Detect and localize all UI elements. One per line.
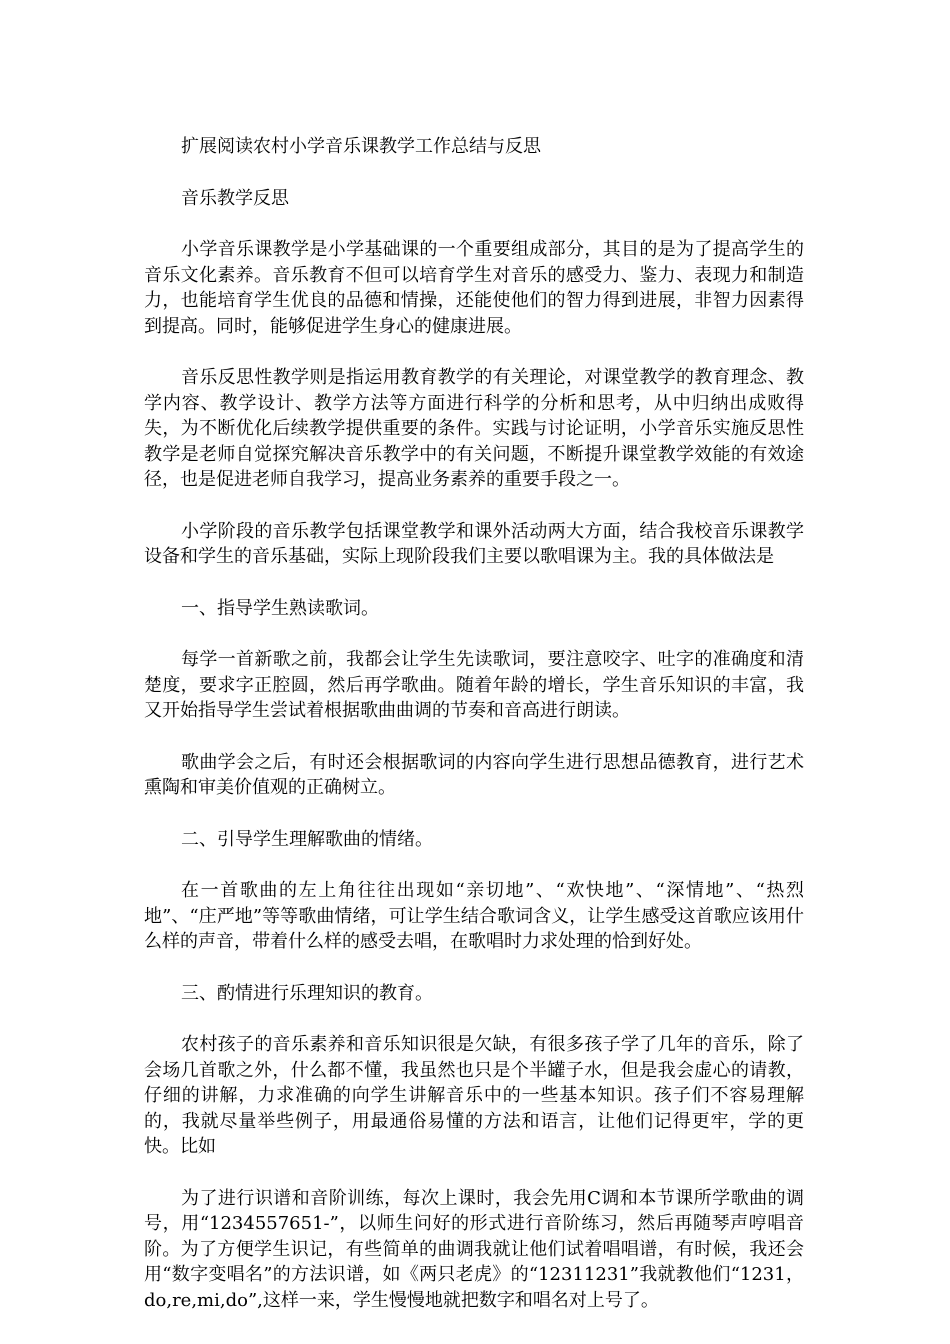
document-body <box>144 134 804 1339</box>
paragraph: 农村孩子的音乐素养和音乐知识很是欠缺，有很多孩子学了几年的音乐，除了会场几首歌之外，什么都不懂，我虽然也只是个半罐子水，但是我会虚心的请教，仔细的讲解，力求准确的向学生讲解音乐中的一些基本知识。孩子们不容易理解的，我就尽量举些例子，用最通俗易懂的方法和语言，让他们记得更牢，学的更快。比如 <box>144 1034 804 1157</box>
section-heading: 二、引导学生理解歌曲的情绪。 <box>181 828 433 850</box>
section-heading: 一、指导学生熟读歌词。 <box>181 597 379 619</box>
section-heading: 三、酌情进行乐理知识的教育。 <box>181 982 433 1004</box>
document-heading: 扩展阅读农村小学音乐课教学工作总结与反思 <box>181 136 541 157</box>
section-title: 音乐教学反思 <box>181 187 289 209</box>
paragraph: 音乐反思性教学则是指运用教育教学的有关理论，对课堂教学的教育理念、教学内容、教学设计、教学方法等方面进行科学的分析和思考，从中归纳出成败得失，为不断优化后续教学提供重要的条件。实践与讨论证明，小学音乐实施反思性教学是老师自觉探究解决音乐教学中的有关问题，不断提升课堂教学效能的有效途径，也是促进老师自我学习，提高业务素养的重要手段之一。 <box>144 367 804 490</box>
paragraph: 为了进行识谱和音阶训练，每次上课时，我会先用C调和本节课所学歌曲的调号，用“1234557651-”，以师生问好的形式进行音阶练习，然后再随琴声哼唱音阶。为了方便学生识记，有些简单的曲调我就让他们试着唱唱谱，有时候，我还会用“数字变唱名”的方法识谱，如《两只老虎》的“12311231”我就教他们“1231，do,re,mi,do”,这样一来，学生慢慢地就把数字和唱名对上号了。 <box>144 1187 804 1311</box>
paragraph: 小学音乐课教学是小学基础课的一个重要组成部分，其目的是为了提高学生的音乐文化素养。音乐教育不但可以培育学生对音乐的感受力、鉴力、表现力和制造力，也能培育学生优良的品德和情操，还能使他们的智力得到进展，非智力因素得到提高。同时，能够促进学生身心的健康进展。 <box>144 239 804 337</box>
paragraph: 在一首歌曲的左上角往往出现如“亲切地”、“欢快地”、“深情地”、“热烈地”、“庄严地”等等歌曲情绪，可让学生结合歌词含义，让学生感受这首歌应该用什么样的声音，带着什么样的感受去唱，在歌唱时力求处理的恰到好处。 <box>144 880 804 952</box>
paragraph: 每学一首新歌之前，我都会让学生先读歌词，要注意咬字、吐字的准确度和清楚度，要求字正腔圆，然后再学歌曲。随着年龄的增长，学生音乐知识的丰富，我又开始指导学生尝试着根据歌曲曲调的节奏和音高进行朗读。 <box>144 649 804 721</box>
paragraph: 小学阶段的音乐教学包括课堂教学和课外活动两大方面，结合我校音乐课教学设备和学生的音乐基础，实际上现阶段我们主要以歌唱课为主。我的具体做法是 <box>144 520 804 567</box>
paragraph: 歌曲学会之后，有时还会根据歌词的内容向学生进行思想品德教育，进行艺术熏陶和审美价值观的正确树立。 <box>144 751 804 798</box>
